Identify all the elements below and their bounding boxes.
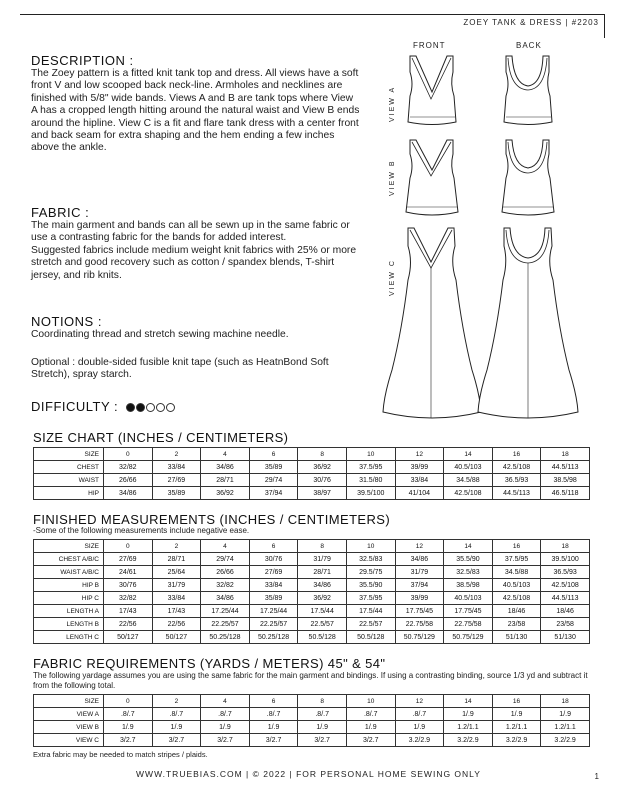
table-cell: 39/99 xyxy=(395,461,444,474)
front-label: FRONT xyxy=(413,41,446,50)
table-header-cell: 14 xyxy=(444,695,493,708)
table-cell: .8/.7 xyxy=(152,708,201,721)
table-cell: 50.25/128 xyxy=(249,631,298,644)
table-header-cell: 12 xyxy=(395,695,444,708)
table-cell: .8/.7 xyxy=(298,708,347,721)
table-header-cell: 16 xyxy=(492,448,541,461)
table-cell: 18/46 xyxy=(541,605,590,618)
table-cell: 3/2.7 xyxy=(104,734,153,747)
table-cell: 36/92 xyxy=(201,487,250,500)
table-cell: 37/94 xyxy=(249,487,298,500)
table-cell: 44.5/113 xyxy=(541,461,590,474)
table-cell: 32.5/83 xyxy=(444,566,493,579)
table-cell: 1/.9 xyxy=(249,721,298,734)
fabric-req-table xyxy=(33,694,590,747)
table-cell: 32.5/83 xyxy=(346,553,395,566)
table-cell: 34/86 xyxy=(395,553,444,566)
row-label: VIEW C xyxy=(34,734,104,747)
table-cell: 39.5/100 xyxy=(541,553,590,566)
table-cell: 3.2/2.9 xyxy=(444,734,493,747)
table-header-cell: 4 xyxy=(201,540,250,553)
table-cell: 24/61 xyxy=(104,566,153,579)
size-chart-title: SIZE CHART (INCHES / CENTIMETERS) xyxy=(33,430,289,445)
table-cell: 32/82 xyxy=(104,461,153,474)
view-b-back-sketch xyxy=(502,140,554,215)
table-header-cell: 16 xyxy=(492,540,541,553)
table-header-cell: 2 xyxy=(152,695,201,708)
row-label: HIP C xyxy=(34,592,104,605)
table-cell: 17.75/45 xyxy=(444,605,493,618)
table-header-row xyxy=(34,540,590,553)
table-cell: 3/2.7 xyxy=(249,734,298,747)
table-cell: 31/79 xyxy=(298,553,347,566)
table-cell: 31/79 xyxy=(395,566,444,579)
row-label: VIEW A xyxy=(34,708,104,721)
notions-optional: Optional : double-sided fusible knit tape (such as HeatnBond Soft Stretch), spray starch. xyxy=(31,357,329,381)
table-row xyxy=(34,708,590,721)
table-header-cell: 2 xyxy=(152,448,201,461)
table-row xyxy=(34,605,590,618)
fabric-req-extra: Extra fabric may be needed to match stripes / plaids. xyxy=(33,750,208,759)
back-label: BACK xyxy=(516,41,542,50)
table-cell: 18/46 xyxy=(492,605,541,618)
table-cell: 40.5/103 xyxy=(444,461,493,474)
table-header-cell: 14 xyxy=(444,540,493,553)
table-cell: 17.5/44 xyxy=(346,605,395,618)
table-cell: 29.5/75 xyxy=(346,566,395,579)
table-row xyxy=(34,579,590,592)
table-cell: 42.5/108 xyxy=(541,579,590,592)
table-cell: 35/89 xyxy=(152,487,201,500)
fabric-title: FABRIC : xyxy=(31,205,90,220)
table-cell: 1/.9 xyxy=(104,721,153,734)
table-cell: 3.2/2.9 xyxy=(492,734,541,747)
table-row xyxy=(34,553,590,566)
table-cell: 1.2/1.1 xyxy=(492,721,541,734)
table-cell: 50/127 xyxy=(152,631,201,644)
table-header-cell: 0 xyxy=(104,540,153,553)
view-a-front-sketch xyxy=(408,56,456,125)
finished-table xyxy=(33,539,590,644)
table-cell: 42.5/108 xyxy=(492,592,541,605)
notions-text: Coordinating thread and stretch sewing machine needle. xyxy=(31,329,289,340)
table-header-cell: 8 xyxy=(298,540,347,553)
table-cell: 3/2.7 xyxy=(346,734,395,747)
finished-note: -Some of the following measurements include negative ease. xyxy=(33,526,250,535)
table-cell: 17.5/44 xyxy=(298,605,347,618)
difficulty-label: DIFFICULTY : xyxy=(31,399,119,414)
row-label: VIEW B xyxy=(34,721,104,734)
table-cell: 28/71 xyxy=(152,553,201,566)
table-row xyxy=(34,721,590,734)
table-cell: 37/94 xyxy=(395,579,444,592)
table-header-cell: 10 xyxy=(346,695,395,708)
table-cell: 33/84 xyxy=(152,592,201,605)
table-cell: 17/43 xyxy=(104,605,153,618)
table-header-cell: SIZE xyxy=(34,695,104,708)
table-cell: 33/84 xyxy=(249,579,298,592)
table-cell: 42.5/108 xyxy=(444,487,493,500)
table-cell: 30/76 xyxy=(104,579,153,592)
row-label: CHEST xyxy=(34,461,104,474)
table-cell: 50.5/128 xyxy=(298,631,347,644)
table-cell: 35/89 xyxy=(249,461,298,474)
table-cell: 27/69 xyxy=(249,566,298,579)
table-cell: 34/86 xyxy=(201,461,250,474)
table-cell: 1.2/1.1 xyxy=(541,721,590,734)
table-cell: 23/58 xyxy=(492,618,541,631)
table-row xyxy=(34,474,590,487)
table-cell: 1/.9 xyxy=(346,721,395,734)
table-cell: 37.5/95 xyxy=(346,592,395,605)
row-label: LENGTH C xyxy=(34,631,104,644)
table-cell: 26/66 xyxy=(104,474,153,487)
description-text: The Zoey pattern is a fitted knit tank top and dress. All views have a soft front V and low scooped back neck-line. Armholes and necklines are finished with 5/8" wide bands. Views A and B are tank tops where View A has a cropped length hitting around the natural waist and View B ends around the hipline. View C is a fit and flare tank dress with a center front and back seam for extra shaping and the hem ending a few inches above the ankle. xyxy=(31,68,360,154)
view-c-back-sketch xyxy=(478,228,578,418)
table-cell: 22/56 xyxy=(152,618,201,631)
table-cell: 22.5/57 xyxy=(346,618,395,631)
row-label: HIP xyxy=(34,487,104,500)
row-label: WAIST A/B/C xyxy=(34,566,104,579)
table-cell: 32/82 xyxy=(104,592,153,605)
table-header-cell: 18 xyxy=(541,448,590,461)
table-cell: 3/2.7 xyxy=(201,734,250,747)
table-cell: 22.5/57 xyxy=(298,618,347,631)
table-header-cell: 18 xyxy=(541,540,590,553)
table-cell: 35.5/90 xyxy=(346,579,395,592)
table-cell: 1.2/1.1 xyxy=(444,721,493,734)
table-cell: 29/74 xyxy=(201,553,250,566)
table-cell: 22.25/57 xyxy=(201,618,250,631)
table-header-cell: 0 xyxy=(104,695,153,708)
table-cell: 33/84 xyxy=(152,461,201,474)
table-cell: 36/92 xyxy=(298,592,347,605)
table-cell: 40.5/103 xyxy=(492,579,541,592)
table-header-cell: 6 xyxy=(249,540,298,553)
table-cell: 30/76 xyxy=(249,553,298,566)
table-row xyxy=(34,618,590,631)
view-b-label: VIEW B xyxy=(389,159,396,196)
table-cell: 22.75/58 xyxy=(395,618,444,631)
table-cell: 30/76 xyxy=(298,474,347,487)
table-cell: 3.2/2.9 xyxy=(541,734,590,747)
table-row xyxy=(34,566,590,579)
table-cell: 38.5/98 xyxy=(444,579,493,592)
view-a-label: VIEW A xyxy=(389,85,396,122)
view-c-front-sketch xyxy=(383,228,481,418)
table-cell: 1/.9 xyxy=(298,721,347,734)
view-c-label: VIEW C xyxy=(389,259,396,296)
table-cell: 22.25/57 xyxy=(249,618,298,631)
table-header-cell: 0 xyxy=(104,448,153,461)
table-cell: .8/.7 xyxy=(395,708,444,721)
table-cell: 22.75/58 xyxy=(444,618,493,631)
table-cell: 28/71 xyxy=(298,566,347,579)
notions-title: NOTIONS : xyxy=(31,314,102,329)
table-row xyxy=(34,631,590,644)
table-header-cell: 10 xyxy=(346,448,395,461)
table-cell: 34/86 xyxy=(104,487,153,500)
table-cell: .8/.7 xyxy=(104,708,153,721)
table-cell: 36/92 xyxy=(298,461,347,474)
table-cell: 29/74 xyxy=(249,474,298,487)
table-cell: 27/69 xyxy=(104,553,153,566)
table-cell: 44.5/113 xyxy=(492,487,541,500)
row-label: CHEST A/B/C xyxy=(34,553,104,566)
table-cell: 17/43 xyxy=(152,605,201,618)
table-cell: 3.2/2.9 xyxy=(395,734,444,747)
table-header-cell: 8 xyxy=(298,448,347,461)
table-cell: .8/.7 xyxy=(346,708,395,721)
table-cell: 37.5/95 xyxy=(346,461,395,474)
table-cell: 51/130 xyxy=(492,631,541,644)
table-cell: 34/86 xyxy=(201,592,250,605)
table-cell: 36.5/93 xyxy=(541,566,590,579)
table-cell: 26/66 xyxy=(201,566,250,579)
finished-title: FINISHED MEASUREMENTS (INCHES / CENTIMETERS) xyxy=(33,512,391,527)
table-header-row xyxy=(34,448,590,461)
table-header-cell: 4 xyxy=(201,448,250,461)
table-cell: 25/64 xyxy=(152,566,201,579)
table-cell: 1/.9 xyxy=(152,721,201,734)
table-cell: 50.75/129 xyxy=(395,631,444,644)
table-cell: 46.5/118 xyxy=(541,487,590,500)
table-cell: 3/2.7 xyxy=(152,734,201,747)
table-cell: 34/86 xyxy=(298,579,347,592)
page-number: 1 xyxy=(594,772,599,781)
table-cell: 28/71 xyxy=(201,474,250,487)
table-cell: 17.75/45 xyxy=(395,605,444,618)
table-cell: 44.5/113 xyxy=(541,592,590,605)
row-label: LENGTH B xyxy=(34,618,104,631)
table-cell: .8/.7 xyxy=(249,708,298,721)
table-cell: 32/82 xyxy=(201,579,250,592)
table-cell: 1/.9 xyxy=(444,708,493,721)
table-cell: 1/.9 xyxy=(492,708,541,721)
table-cell: 1/.9 xyxy=(395,721,444,734)
row-label: HIP B xyxy=(34,579,104,592)
table-cell: 31.5/80 xyxy=(346,474,395,487)
table-cell: 39.5/100 xyxy=(346,487,395,500)
size-chart-table xyxy=(33,447,590,500)
table-cell: 33/84 xyxy=(395,474,444,487)
row-label: WAIST xyxy=(34,474,104,487)
table-header-cell: SIZE xyxy=(34,448,104,461)
table-cell: 38.5/98 xyxy=(541,474,590,487)
table-row xyxy=(34,734,590,747)
table-cell: 27/69 xyxy=(152,474,201,487)
table-header-cell: 10 xyxy=(346,540,395,553)
table-cell: 35.5/90 xyxy=(444,553,493,566)
table-cell: 1/.9 xyxy=(541,708,590,721)
table-row xyxy=(34,461,590,474)
view-a-back-sketch xyxy=(504,56,552,125)
table-header-cell: 6 xyxy=(249,448,298,461)
table-cell: 3/2.7 xyxy=(298,734,347,747)
table-header-row xyxy=(34,695,590,708)
page-header: ZOEY TANK & DRESS | #2203 xyxy=(463,18,599,27)
table-cell: 34.5/88 xyxy=(492,566,541,579)
table-header-cell: 18 xyxy=(541,695,590,708)
table-cell: 36.5/93 xyxy=(492,474,541,487)
table-cell: 1/.9 xyxy=(201,721,250,734)
table-cell: 38/97 xyxy=(298,487,347,500)
table-cell: 50.5/128 xyxy=(346,631,395,644)
table-cell: 37.5/95 xyxy=(492,553,541,566)
table-cell: 23/58 xyxy=(541,618,590,631)
table-cell: 39/99 xyxy=(395,592,444,605)
table-header-cell: 12 xyxy=(395,448,444,461)
fabric-suggestions: Suggested fabrics include medium weight knit fabrics with 25% or more stretch and good recovery such as cotton / spandex blends, T-shirt jersey, and rib knits. xyxy=(31,244,357,281)
table-cell: 42.5/108 xyxy=(492,461,541,474)
fabric-req-note: The following yardage assumes you are using the same fabric for the main garment and bindings. If using a contrasting binding, source 1/3 yd and subtract it from the following total. xyxy=(33,671,588,690)
table-cell: 41/104 xyxy=(395,487,444,500)
table-cell: 51/130 xyxy=(541,631,590,644)
view-b-front-sketch xyxy=(406,140,458,215)
table-header-cell: 14 xyxy=(444,448,493,461)
footer: WWW.TRUEBIAS.COM | © 2022 | FOR PERSONAL HOME SEWING ONLY xyxy=(136,769,481,779)
table-header-cell: 4 xyxy=(201,695,250,708)
table-header-cell: 16 xyxy=(492,695,541,708)
table-cell: 17.25/44 xyxy=(201,605,250,618)
fabric-req-title: FABRIC REQUIREMENTS (YARDS / METERS) 45" & 54" xyxy=(33,656,386,671)
table-cell: 35/89 xyxy=(249,592,298,605)
table-header-cell: 6 xyxy=(249,695,298,708)
table-header-cell: 12 xyxy=(395,540,444,553)
table-cell: 50.75/129 xyxy=(444,631,493,644)
table-cell: 31/79 xyxy=(152,579,201,592)
table-row xyxy=(34,487,590,500)
table-header-cell: SIZE xyxy=(34,540,104,553)
fabric-text: The main garment and bands can all be sewn up in the same fabric or use a contrasting fabric for the bands for added interest. xyxy=(31,220,350,244)
table-header-cell: 2 xyxy=(152,540,201,553)
table-cell: 50/127 xyxy=(104,631,153,644)
table-header-cell: 8 xyxy=(298,695,347,708)
row-label: LENGTH A xyxy=(34,605,104,618)
table-cell: 50.25/128 xyxy=(201,631,250,644)
table-cell: 34.5/88 xyxy=(444,474,493,487)
description-title: DESCRIPTION : xyxy=(31,53,134,68)
table-cell: 17.25/44 xyxy=(249,605,298,618)
table-cell: 22/56 xyxy=(104,618,153,631)
table-cell: .8/.7 xyxy=(201,708,250,721)
table-cell: 40.5/103 xyxy=(444,592,493,605)
table-row xyxy=(34,592,590,605)
